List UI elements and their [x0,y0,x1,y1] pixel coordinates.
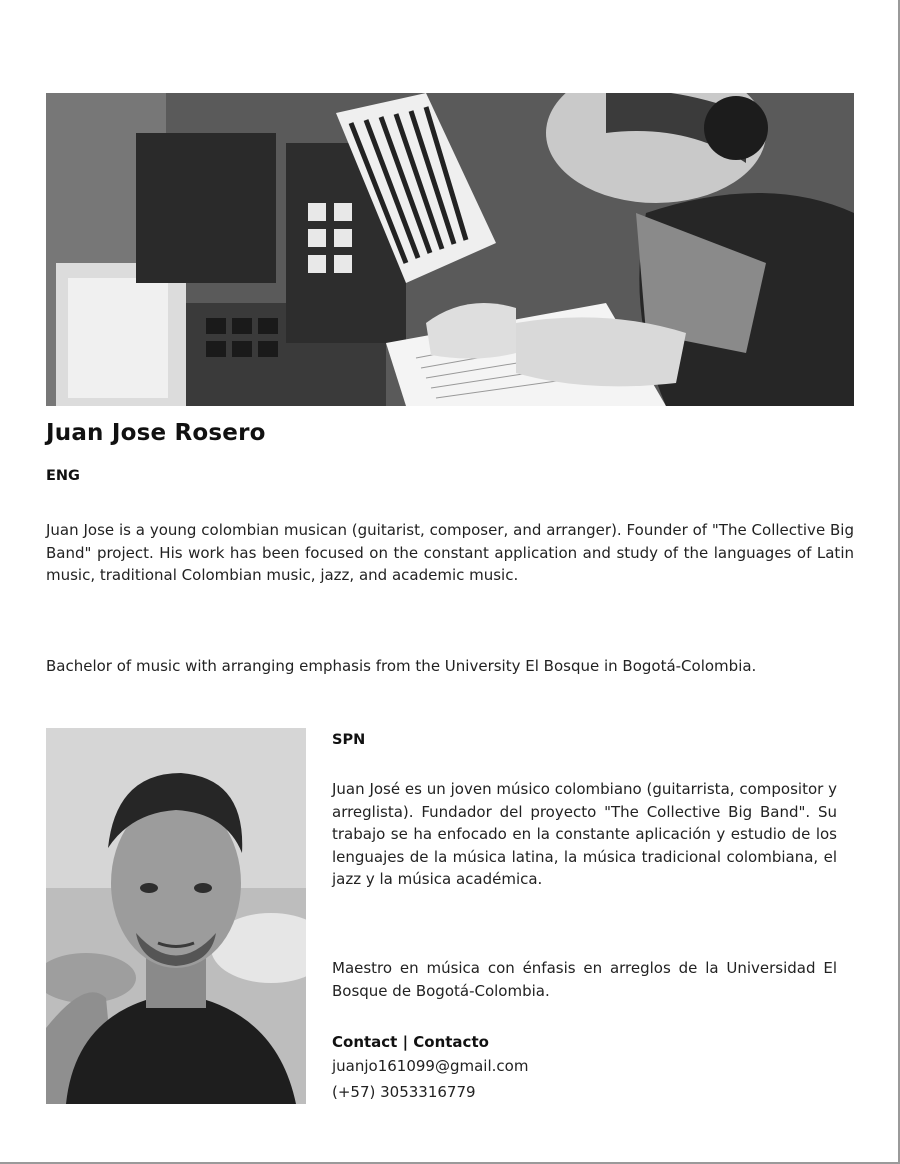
english-section-heading: ENG [46,468,80,484]
contact-heading: Contact | Contacto [332,1033,489,1051]
spanish-bio-paragraph: Juan José es un joven músico colombiano (guitarrista, compositor y arreglista). Fundador del proyecto "The Collective Big Band". Su trabajo se ha enfocado en la constante aplicación y estudio de los lenguajes de la música latina, la música tradicional colombiana, el jazz y la música académica. [332,780,837,888]
spanish-section-heading: SPN [332,732,366,748]
contact-email: juanjo161099@gmail.com [332,1057,529,1075]
english-education-paragraph: Bachelor of music with arranging emphasis from the University El Bosque in Bogotá-Colombia. [46,657,757,675]
spanish-education-paragraph: Maestro en música con énfasis en arreglos de la Universidad El Bosque de Bogotá-Colombia. [332,959,837,1000]
english-bio-paragraph: Juan Jose is a young colombian musican (guitarist, composer, and arranger). Founder of "The Collective Big Band" project. His work has been focused on the constant application and study of the languages of Latin music, traditional Colombian music, jazz, and academic music. [46,521,854,584]
portrait-photo [46,728,306,1104]
page-title: Juan Jose Rosero [46,420,266,446]
contact-phone: (+57) 3053316779 [332,1083,476,1101]
portrait-illustration [46,728,306,1104]
hero-studio-illustration [46,93,854,406]
hero-studio-photo [46,93,854,406]
